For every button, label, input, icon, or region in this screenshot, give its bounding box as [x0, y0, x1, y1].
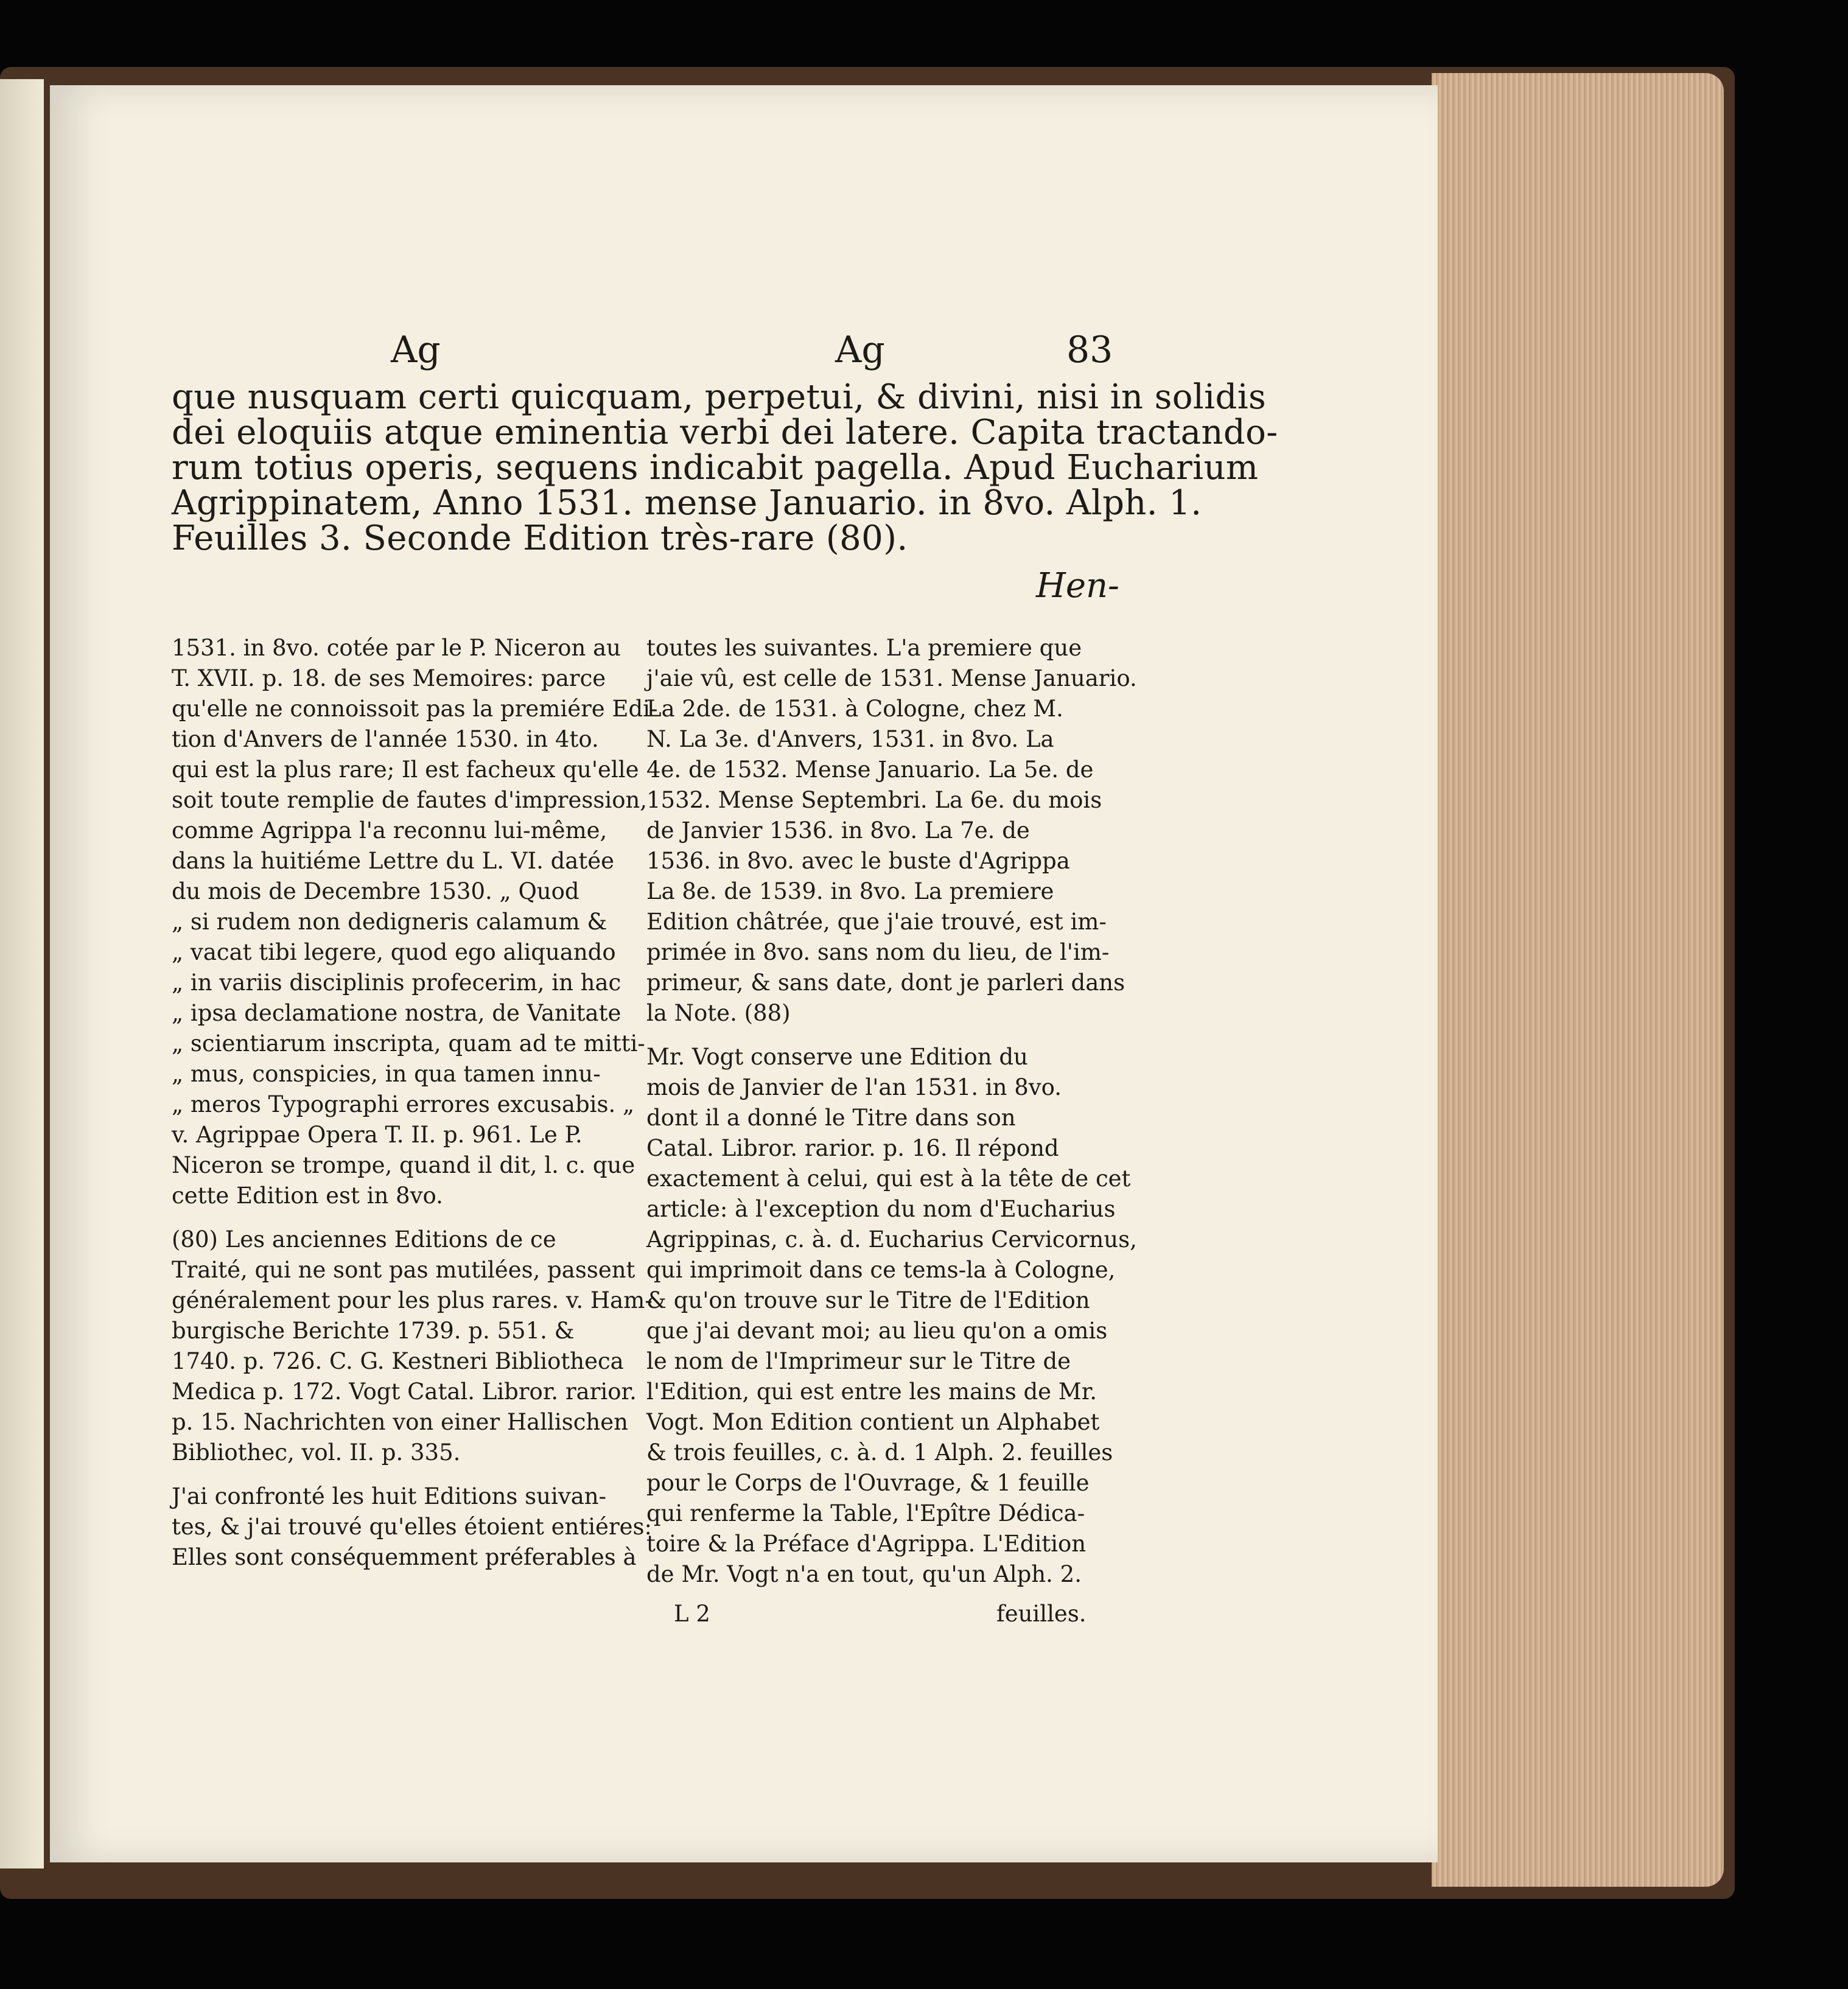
- note-line: toutes les suivantes. L'a premiere que: [646, 635, 1082, 661]
- note-line: tes, & j'ai trouvé qu'elles étoient entiéres:: [172, 1514, 652, 1540]
- note-line: mois de Janvier de l'an 1531. in 8vo.: [646, 1074, 1062, 1100]
- note-line: qui renferme la Table, l'Epître Dédica-: [646, 1500, 1085, 1526]
- note-line: p. 15. Nachrichten von einer Hallischen: [172, 1409, 628, 1435]
- footnote-right-column: [646, 633, 1137, 1590]
- note-line: „ meros Typographi errores excusabis. „: [172, 1091, 635, 1117]
- signature-mark: L 2: [674, 1601, 710, 1627]
- main-text-line: dei eloquiis atque eminentia verbi dei latere. Capita tractando-: [172, 413, 1278, 452]
- note-line: La 2de. de 1531. à Cologne, chez M.: [646, 696, 1063, 722]
- book-page: [50, 85, 1438, 1862]
- note-line: N. La 3e. d'Anvers, 1531. in 8vo. La: [646, 726, 1054, 752]
- note-line: primée in 8vo. sans nom du lieu, de l'im-: [646, 939, 1110, 965]
- note-line: „ scientiarum inscripta, quam ad te mitti-: [172, 1030, 645, 1057]
- note-line: „ mus, conspicies, in qua tamen innu-: [172, 1061, 601, 1087]
- note-line: T. XVII. p. 18. de ses Memoires: parce: [172, 665, 606, 691]
- note-line: Bibliothec, vol. II. p. 335.: [172, 1439, 461, 1466]
- note-line: la Note. (88): [646, 1000, 791, 1026]
- note-line: burgische Berichte 1739. p. 551. &: [172, 1318, 575, 1344]
- note-line: du mois de Decembre 1530. „ Quod: [172, 878, 579, 904]
- main-text-line: que nusquam certi quicquam, perpetui, & divini, nisi in solidis: [172, 377, 1267, 417]
- note-line: article: à l'exception du nom d'Eucharius: [646, 1196, 1116, 1222]
- note-line: & trois feuilles, c. à. d. 1 Alph. 2. feuilles: [646, 1439, 1113, 1466]
- note-line: l'Edition, qui est entre les mains de Mr.: [646, 1379, 1097, 1405]
- main-text-line: Feuilles 3. Seconde Edition très-rare (80).: [172, 519, 908, 558]
- note-line: cette Edition est in 8vo.: [172, 1183, 443, 1209]
- note-line: j'aie vû, est celle de 1531. Mense Januario.: [646, 665, 1137, 691]
- note-line: Edition châtrée, que j'aie trouvé, est im-: [646, 909, 1107, 935]
- facing-page-edge: [0, 79, 44, 1868]
- note-line: toire & la Préface d'Agrippa. L'Edition: [646, 1531, 1087, 1557]
- running-head-left: Ag: [391, 329, 441, 371]
- note-line: v. Agrippae Opera T. II. p. 961. Le P.: [172, 1122, 583, 1148]
- note-line: J'ai confronté les huit Editions suivan-: [172, 1483, 607, 1509]
- running-head-center: Ag: [835, 329, 885, 371]
- note-line: soit toute remplie de fautes d'impression,: [172, 787, 648, 813]
- note-line: comme Agrippa l'a reconnu lui-même,: [172, 817, 607, 844]
- note-line: 1531. in 8vo. cotée par le P. Niceron au: [172, 635, 621, 661]
- note-line: primeur, & sans date, dont je parleri dans: [646, 970, 1125, 996]
- page-block-edge: [1432, 73, 1724, 1887]
- note-line: tion d'Anvers de l'année 1530. in 4to.: [172, 726, 599, 752]
- note-line: Elles sont conséquemment préferables à: [172, 1544, 637, 1570]
- catchword-top: Hen-: [1036, 566, 1119, 606]
- note-line: (80) Les anciennes Editions de ce: [172, 1226, 556, 1253]
- note-line: 1532. Mense Septembri. La 6e. du mois: [646, 787, 1102, 813]
- note-line: le nom de l'Imprimeur sur le Titre de: [646, 1348, 1071, 1374]
- note-line: de Janvier 1536. in 8vo. La 7e. de: [646, 817, 1030, 844]
- note-line: généralement pour les plus rares. v. Ham-: [172, 1287, 653, 1313]
- note-line: dont il a donné le Titre dans son: [646, 1105, 1016, 1131]
- note-line: Catal. Libror. rarior. p. 16. Il répond: [646, 1135, 1059, 1161]
- note-line: Medica p. 172. Vogt Catal. Libror. rarior.: [172, 1379, 637, 1405]
- note-line: qui imprimoit dans ce tems-la à Cologne,: [646, 1257, 1116, 1283]
- note-line: 1536. in 8vo. avec le buste d'Agrippa: [646, 848, 1070, 874]
- main-text-line: rum totius operis, sequens indicabit pagella. Apud Eucharium: [172, 448, 1259, 488]
- note-line: Vogt. Mon Edition contient un Alphabet: [646, 1409, 1100, 1435]
- footnote-left-column: [172, 633, 657, 1573]
- catchword-bottom: feuilles.: [996, 1601, 1087, 1627]
- note-line: 1740. p. 726. C. G. Kestneri Bibliotheca: [172, 1348, 624, 1374]
- note-line: de Mr. Vogt n'a en tout, qu'un Alph. 2.: [646, 1561, 1082, 1587]
- note-line: 4e. de 1532. Mense Januario. La 5e. de: [646, 757, 1094, 783]
- note-line: & qu'on trouve sur le Titre de l'Edition: [646, 1287, 1090, 1313]
- main-text-line: Agrippinatem, Anno 1531. mense Januario. in 8vo. Alph. 1.: [172, 483, 1202, 523]
- page-number: 83: [1066, 329, 1113, 371]
- note-line: Mr. Vogt conserve une Edition du: [646, 1044, 1028, 1070]
- note-line: „ si rudem non dedigneris calamum &: [172, 909, 607, 935]
- note-line: exactement à celui, qui est à la tête de cet: [646, 1166, 1131, 1192]
- note-line: „ in variis disciplinis profecerim, in hac: [172, 970, 621, 996]
- note-line: dans la huitiéme Lettre du L. VI. datée: [172, 848, 614, 874]
- note-line: Niceron se trompe, quand il dit, l. c. que: [172, 1152, 635, 1178]
- note-line: La 8e. de 1539. in 8vo. La premiere: [646, 878, 1054, 904]
- note-line: qu'elle ne connoissoit pas la premiére Edi-: [172, 696, 658, 722]
- note-line: Traité, qui ne sont pas mutilées, passent: [172, 1257, 635, 1283]
- note-line: „ ipsa declamatione nostra, de Vanitate: [172, 1000, 621, 1026]
- note-line: Agrippinas, c. à. d. Eucharius Cervicornus,: [646, 1226, 1137, 1253]
- note-line: que j'ai devant moi; au lieu qu'on a omis: [646, 1318, 1108, 1344]
- note-line: „ vacat tibi legere, quod ego aliquando: [172, 939, 616, 965]
- note-line: qui est la plus rare; Il est facheux qu'elle: [172, 757, 639, 783]
- note-line: pour le Corps de l'Ouvrage, & 1 feuille: [646, 1470, 1090, 1496]
